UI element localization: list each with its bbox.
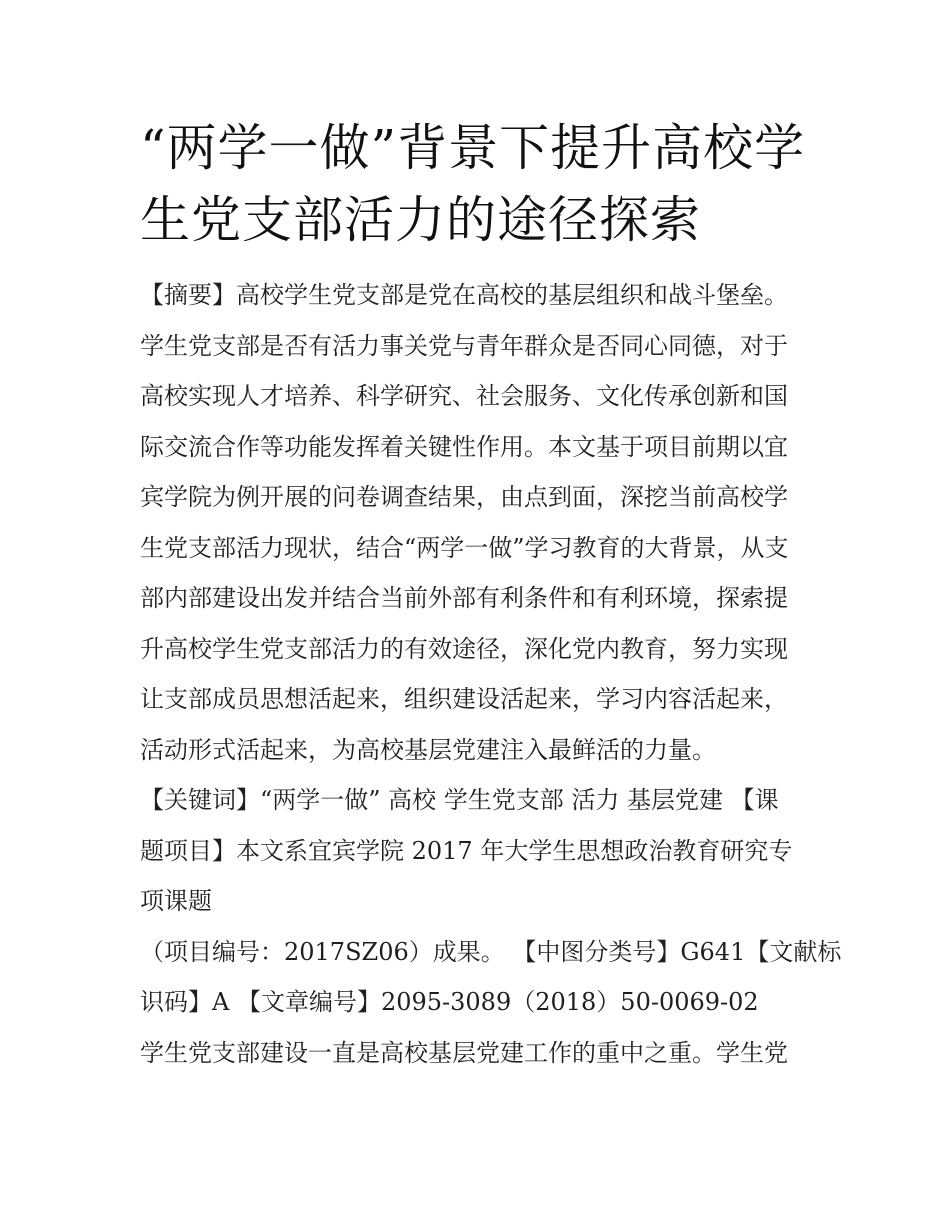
title-line: 生党支部活力的途径探索 bbox=[140, 191, 701, 249]
body-line: 学生党支部建设一直是高校基层党建工作的重中之重。学生党 bbox=[140, 1038, 788, 1067]
abstract-line: 让支部成员思想活起来，组织建设活起来，学习内容活起来， bbox=[140, 685, 788, 713]
keywords-line: 【关键词】“两学一做” 高校 学生党支部 活力 基层党建 【课 bbox=[140, 786, 779, 814]
classification-paragraph bbox=[140, 927, 842, 1028]
abstract-line: 部内部建设出发并结合当前外部有利条件和有利环境，探索提 bbox=[140, 584, 788, 612]
abstract-line: 生党支部活力现状，结合“两学一做”学习教育的大背景，从支 bbox=[140, 533, 789, 562]
keywords-line: 题项目】本文系宜宾学院 2017 年大学生思想政治教育研究专 bbox=[140, 836, 793, 865]
keywords-line: 项课题 bbox=[140, 887, 212, 915]
keywords-paragraph bbox=[140, 775, 820, 927]
classification-line: （项目编号：2017SZ06）成果。 【中图分类号】G641【文献标 bbox=[140, 937, 842, 966]
document-page bbox=[140, 112, 842, 1078]
abstract-line: 宾学院为例开展的问卷调查结果，由点到面，深挖当前高校学 bbox=[140, 483, 788, 511]
abstract-line: 学生党支部是否有活力事关党与青年群众是否同心同德，对于 bbox=[140, 331, 788, 360]
title-line: “两学一做”背景下提升高校学 bbox=[140, 119, 806, 177]
abstract-line: 升高校学生党支部活力的有效途径，深化党内教育，努力实现 bbox=[140, 634, 788, 663]
abstract-line: 际交流合作等功能发挥着关键性作用。本文基于项目前期以宜 bbox=[140, 432, 788, 461]
article-title bbox=[140, 112, 820, 256]
abstract-paragraph bbox=[140, 270, 820, 775]
classification-line: 识码】A 【文章编号】2095-3089（2018）50-0069-02 bbox=[140, 988, 759, 1016]
abstract-line: 高校实现人才培养、科学研究、社会服务、文化传承创新和国 bbox=[140, 382, 788, 410]
abstract-line: 【摘要】高校学生党支部是党在高校的基层组织和战斗堡垒。 bbox=[140, 281, 788, 309]
body-paragraph bbox=[140, 1028, 820, 1079]
abstract-line: 活动形式活起来，为高校基层党建注入最鲜活的力量。 bbox=[140, 735, 716, 764]
